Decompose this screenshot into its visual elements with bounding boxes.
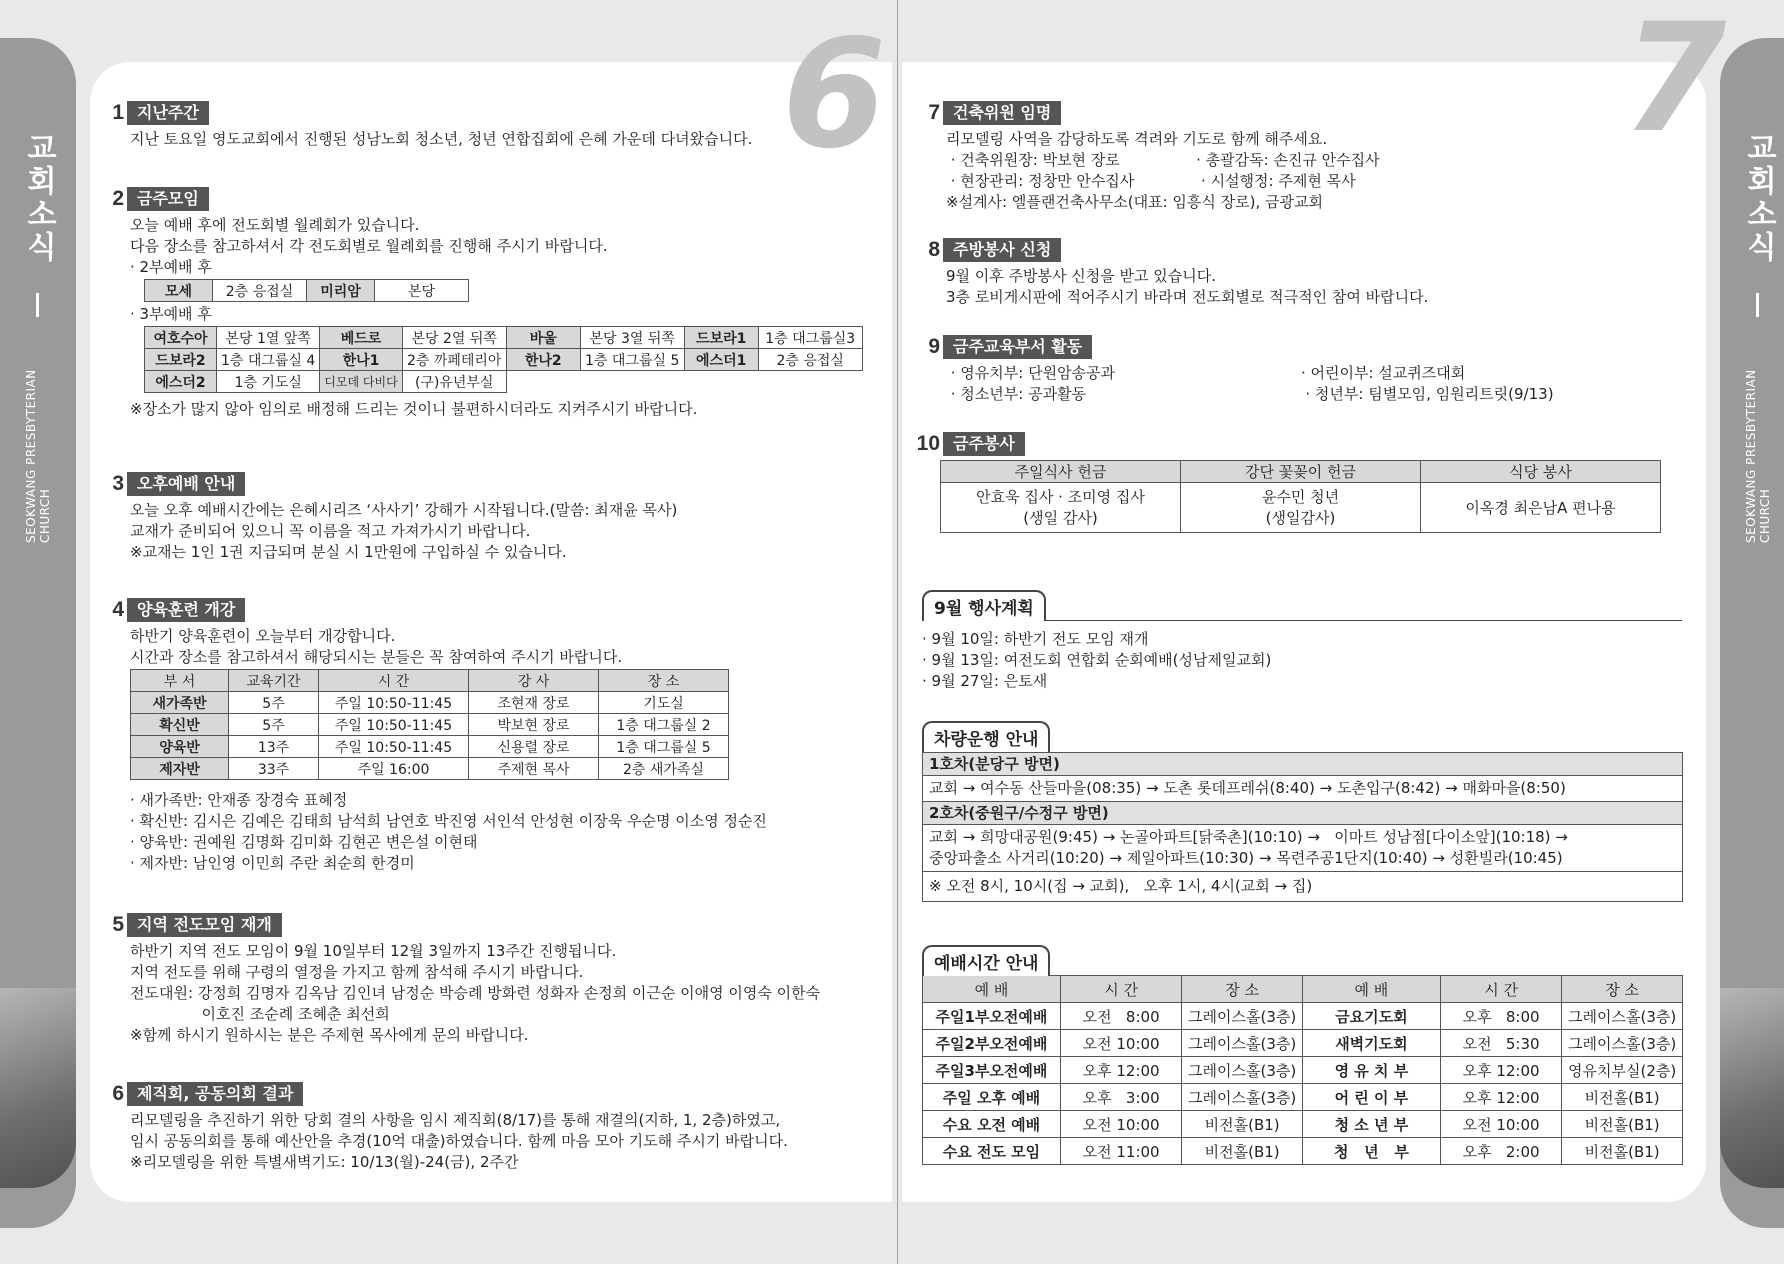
section-number: 9 — [928, 335, 940, 358]
section-text: ※리모델링을 위한 특별새벽기도: 10/13(월)-24(금), 2주간 — [130, 1153, 519, 1171]
meeting-table-2nd — [144, 279, 469, 302]
table-cell: 제자반 — [131, 758, 229, 780]
bus-title: 차량운행 안내 — [922, 721, 1050, 752]
table-cell: 바울 — [506, 327, 580, 349]
table-header: 장 소 — [1182, 976, 1303, 1003]
section-9 — [924, 335, 1554, 405]
table-header: 주일식사 헌금 — [941, 461, 1181, 483]
table-cell: 주일 10:50-11:45 — [319, 714, 469, 736]
section-text: · 건축위원장: 박보현 장로 · 총괄감독: 손진규 안수집사 — [946, 151, 1380, 169]
service-table — [940, 460, 1661, 533]
table-cell: 본당 2열 뒤쪽 — [402, 327, 506, 349]
table-cell: 디모데 다비다 — [320, 371, 402, 393]
table-cell: 어 린 이 부 — [1302, 1084, 1440, 1111]
member-list: · 제자반: 남인영 이민희 주란 최순희 한경미 — [130, 854, 415, 872]
table-header: 예 배 — [923, 976, 1061, 1003]
table-cell: 윤수민 청년 (생일감사) — [1181, 483, 1421, 533]
member-list: · 양육반: 권예원 김명화 김미화 김현곤 변은설 이현태 — [130, 833, 478, 851]
section-2 — [108, 187, 863, 420]
section-text: 지난 토요일 영도교회에서 진행된 성남노회 청소년, 청년 연합집회에 은혜 가운데 다녀왔습니다. — [130, 130, 753, 148]
table-cell: 오후 3:00 — [1060, 1084, 1181, 1111]
table-cell: 오후 12:00 — [1060, 1057, 1181, 1084]
worship-table — [922, 975, 1683, 1165]
section-text: 전도대원: 강정희 김명자 김옥남 김인녀 남정순 박승례 방화련 성화자 손정희 이근순 이애영 이영숙 이한숙 — [130, 984, 821, 1002]
table-header: 강단 꽃꽂이 헌금 — [1181, 461, 1421, 483]
side-tab-right — [1720, 38, 1784, 1228]
table-cell: 33주 — [229, 758, 319, 780]
table-cell: 오후 12:00 — [1440, 1057, 1561, 1084]
worship-title: 예배시간 안내 — [922, 945, 1050, 976]
table-cell: 드보라2 — [145, 349, 217, 371]
table-header: 장 소 — [1562, 976, 1683, 1003]
table-cell: 그레이스홀(3층) — [1182, 1003, 1303, 1030]
table-cell: 영 유 치 부 — [1302, 1057, 1440, 1084]
table-row — [923, 1003, 1683, 1030]
section-6 — [108, 1082, 788, 1173]
table-cell: 주일 오후 예배 — [923, 1084, 1061, 1111]
section-title: 주방봉사 신청 — [943, 238, 1061, 262]
cross-photo — [1720, 988, 1784, 1188]
table-cell: 새가족반 — [131, 692, 229, 714]
table-cell: 5주 — [229, 692, 319, 714]
table-cell: 새벽기도회 — [1302, 1030, 1440, 1057]
table-cell: 본당 3열 뒤쪽 — [580, 327, 684, 349]
table-cell: 양육반 — [131, 736, 229, 758]
table-cell: 비전홀(B1) — [1182, 1138, 1303, 1165]
table-cell: (구)유년부실 — [402, 371, 506, 393]
table-cell: 드보라1 — [684, 327, 758, 349]
section-text: 임시 공동의회를 통해 예산안을 추경(10억 대출)하였습니다. 함께 마음 모아 기도해 주시기 바랍니다. — [130, 1132, 788, 1150]
section-3 — [108, 472, 677, 563]
section-title: 제직회, 공동의회 결과 — [127, 1082, 303, 1106]
table-cell: 수요 오전 예배 — [923, 1111, 1061, 1138]
table-cell: 13주 — [229, 736, 319, 758]
section-text: 이호진 조순례 조혜춘 최선희 — [130, 1005, 390, 1023]
section-number: 2 — [112, 187, 124, 210]
table-cell: 한나1 — [320, 349, 402, 371]
section-text: 교재가 준비되어 있으니 꼭 이름을 적고 가져가시기 바랍니다. — [130, 522, 531, 540]
events-box — [922, 590, 1682, 692]
sub-label: · 2부예배 후 — [130, 258, 212, 276]
section-text: · 청소년부: 공과활동 · 청년부: 팀별모임, 임원리트릿(9/13) — [946, 385, 1554, 403]
table-cell: 한나2 — [506, 349, 580, 371]
table-header: 식당 봉사 — [1421, 461, 1661, 483]
meeting-table-3rd — [144, 326, 863, 393]
table-cell: 청 년 부 — [1302, 1138, 1440, 1165]
table-cell: 오전 11:00 — [1060, 1138, 1181, 1165]
table-cell: 에스더2 — [145, 371, 217, 393]
table-cell: 오후 8:00 — [1440, 1003, 1561, 1030]
table-cell: 1층 대그룹실 4 — [217, 349, 320, 371]
section-title: 금주봉사 — [943, 432, 1025, 456]
sub-label: · 3부예배 후 — [130, 305, 212, 323]
table-cell: 그레이스홀(3층) — [1182, 1030, 1303, 1057]
section-4 — [108, 598, 767, 874]
section-text: ※설계사: 엘플랜건축사무소(대표: 임흥식 장로), 금광교회 — [946, 193, 1324, 211]
section-text: 3층 로비게시판에 적어주시기 바라며 전도회별로 적극적인 참여 바랍니다. — [946, 288, 1429, 306]
section-note: ※장소가 많지 않아 임의로 배정해 드리는 것이니 불편하시더라도 지켜주시기 바랍니다. — [130, 400, 698, 418]
table-row — [923, 1057, 1683, 1084]
side-tab-title: 교회소식 — [21, 132, 56, 264]
events-title: 9월 행사계획 — [922, 590, 1046, 621]
table-row — [923, 1111, 1683, 1138]
side-tab-divider — [1756, 293, 1759, 317]
page-number-right: 7 — [1622, 0, 1727, 166]
section-text: · 영유치부: 단원암송공과 · 어린이부: 설교퀴즈대회 — [946, 364, 1466, 382]
section-title: 양육훈련 개강 — [127, 598, 245, 622]
section-title: 금주교육부서 활동 — [943, 335, 1092, 359]
table-cell: 오전 10:00 — [1060, 1111, 1181, 1138]
route-text: 교회 → 여수동 산들마을(08:35) → 도촌 롯데프레쉬(8:40) → 도촌입구(8:42) → 매화마을(8:50) — [923, 776, 1682, 802]
page-number-left: 6 — [782, 8, 887, 182]
table-cell: 1층 대그룹실 2 — [599, 714, 729, 736]
table-cell: 1층 대그룹실 5 — [580, 349, 684, 371]
event-item: · 9월 27일: 은토새 — [922, 672, 1048, 690]
table-row — [131, 736, 729, 758]
worship-box — [922, 945, 1684, 1165]
table-cell: 오전 10:00 — [1060, 1030, 1181, 1057]
table-cell: 비전홀(B1) — [1562, 1084, 1683, 1111]
table-header: 시 간 — [1440, 976, 1561, 1003]
table-row — [131, 714, 729, 736]
section-text: ※함께 하시기 원하시는 분은 주제현 목사에게 문의 바랍니다. — [130, 1026, 529, 1044]
table-header: 장 소 — [599, 670, 729, 692]
table-cell: 기도실 — [599, 692, 729, 714]
table-cell: 금요기도회 — [1302, 1003, 1440, 1030]
section-title: 지난주간 — [127, 101, 209, 125]
table-cell: 그레이스홀(3층) — [1562, 1003, 1683, 1030]
hands-photo — [0, 988, 76, 1188]
section-7 — [924, 101, 1380, 213]
route-note: ※ 오전 8시, 10시(집 → 교회), 오후 1시, 4시(교회 → 집) — [929, 877, 1313, 895]
table-cell: 본당 1열 앞쪽 — [217, 327, 320, 349]
section-text: 오늘 예배 후에 전도회별 월례회가 있습니다. — [130, 216, 420, 234]
section-number: 7 — [928, 101, 940, 124]
table-cell: 비전홀(B1) — [1182, 1111, 1303, 1138]
table-cell: 오후 12:00 — [1440, 1084, 1561, 1111]
section-title: 지역 전도모임 재개 — [127, 913, 282, 937]
section-1 — [108, 101, 752, 150]
table-cell: 여호수아 — [145, 327, 217, 349]
table-cell: 1층 대그룹실 5 — [599, 736, 729, 758]
table-cell: 에스더1 — [684, 349, 758, 371]
table-header: 시 간 — [319, 670, 469, 692]
section-text: 리모델링을 추진하기 위한 당회 결의 사항을 임시 제직회(8/17)를 통해 재결의(지하, 1, 2층)하였고, — [130, 1111, 781, 1129]
table-cell: 신용렬 장로 — [469, 736, 599, 758]
table-cell: 안효욱 집사 · 조미영 집사 (생일 감사) — [941, 483, 1181, 533]
section-number: 10 — [916, 432, 940, 455]
section-text: 지역 전도를 위해 구령의 열정을 가지고 함께 참석해 주시기 바랍니다. — [130, 963, 584, 981]
table-cell: 그레이스홀(3층) — [1182, 1084, 1303, 1111]
table-header: 강 사 — [469, 670, 599, 692]
table-cell: 이옥경 최은남A 편나용 — [1421, 483, 1661, 533]
section-text: 9월 이후 주방봉사 신청을 받고 있습니다. — [946, 267, 1216, 285]
table-cell: 1층 기도실 — [217, 371, 320, 393]
event-item: · 9월 13일: 여전도회 연합회 순회예배(성남제일교회) — [922, 651, 1272, 669]
table-cell: 주일2부오전예배 — [923, 1030, 1061, 1057]
training-table — [130, 669, 729, 780]
table-cell: 모세 — [145, 280, 213, 302]
event-item: · 9월 10일: 하반기 전도 모임 재개 — [922, 630, 1149, 648]
table-cell: 수요 전도 모임 — [923, 1138, 1061, 1165]
section-number: 3 — [112, 472, 124, 495]
section-number: 5 — [112, 913, 124, 936]
table-header: 시 간 — [1060, 976, 1181, 1003]
page-spine — [897, 0, 898, 1264]
side-tab-divider — [36, 293, 39, 317]
section-text: ※교재는 1인 1권 지급되며 분실 시 1만원에 구입하실 수 있습니다. — [130, 543, 567, 561]
section-text: 하반기 지역 전도 모임이 9월 10일부터 12월 3일까지 13주간 진행됩니다. — [130, 942, 617, 960]
section-text: 하반기 양육훈련이 오늘부터 개강합니다. — [130, 627, 396, 645]
route-title: 1호차(분당구 방면) — [923, 753, 1682, 776]
section-number: 8 — [928, 238, 940, 261]
table-cell: 주일 10:50-11:45 — [319, 692, 469, 714]
table-cell: 확신반 — [131, 714, 229, 736]
table-cell: 주일1부오전예배 — [923, 1003, 1061, 1030]
table-header: 예 배 — [1302, 976, 1440, 1003]
table-cell: 조현재 장로 — [469, 692, 599, 714]
table-cell: 오전 5:30 — [1440, 1030, 1561, 1057]
section-text: 시간과 장소를 참고하셔서 해당되시는 분들은 꼭 참여하여 주시기 바랍니다. — [130, 648, 623, 666]
side-tab-subtitle: SEOKWANG PRESBYTERIAN CHURCH — [1744, 369, 1772, 543]
table-row — [923, 1084, 1683, 1111]
bus-box — [922, 721, 1684, 902]
section-text: 다음 장소를 참고하셔서 각 전도회별로 월례회를 진행해 주시기 바랍니다. — [130, 237, 608, 255]
table-cell: 주제현 목사 — [469, 758, 599, 780]
table-cell: 2층 응접실 — [213, 280, 307, 302]
section-10 — [912, 432, 1661, 533]
side-tab-left — [0, 38, 76, 1228]
table-header: 교육기간 — [229, 670, 319, 692]
table-cell: 주일 16:00 — [319, 758, 469, 780]
section-number: 6 — [112, 1082, 124, 1105]
table-cell: 박보현 장로 — [469, 714, 599, 736]
table-cell: 그레이스홀(3층) — [1562, 1030, 1683, 1057]
section-text: 오늘 오후 예배시간에는 은혜시리즈 ‘사사기’ 강해가 시작됩니다.(말씀: 최재윤 목사) — [130, 501, 678, 519]
table-cell: 2층 새가족실 — [599, 758, 729, 780]
table-row — [131, 692, 729, 714]
table-cell: 비전홀(B1) — [1562, 1111, 1683, 1138]
section-5 — [108, 913, 820, 1046]
side-tab-subtitle: SEOKWANG PRESBYTERIAN CHURCH — [24, 369, 52, 543]
section-text: 리모델링 사역을 감당하도록 격려와 기도로 함께 해주세요. — [946, 130, 1328, 148]
table-cell: 미리암 — [307, 280, 375, 302]
section-title: 건축위원 임명 — [943, 101, 1061, 125]
table-cell: 청 소 년 부 — [1302, 1111, 1440, 1138]
table-cell: 오전 10:00 — [1440, 1111, 1561, 1138]
table-cell: 1층 대그룹실3 — [758, 327, 862, 349]
section-title: 오후예배 안내 — [127, 472, 245, 496]
table-cell: 비전홀(B1) — [1562, 1138, 1683, 1165]
table-cell: 베드로 — [320, 327, 402, 349]
section-number: 4 — [112, 598, 124, 621]
table-cell: 오전 8:00 — [1060, 1003, 1181, 1030]
member-list: · 확신반: 김시은 김예은 김태희 남석희 남연호 박진영 서인석 안성현 이장욱 우순명 이소영 정순진 — [130, 812, 767, 830]
table-row — [131, 758, 729, 780]
table-cell: 5주 — [229, 714, 319, 736]
bus-routes — [922, 752, 1683, 902]
side-tab-title: 교회소식 — [1741, 132, 1776, 264]
table-row — [923, 1138, 1683, 1165]
table-cell: 2층 까페테리아 — [402, 349, 506, 371]
route-text: 교회 → 희망대공원(9:45) → 논골아파트[닭죽촌](10:10) → 이마트 성남점[다이소앞](10:18) → 중앙파출소 사거리(10:20) → 제일아파트(10:30) → 목련주공1단지(10:40) → 성환빌라(10:45) — [923, 825, 1682, 872]
table-cell: 2층 응접실 — [758, 349, 862, 371]
table-cell: 주일3부오전예배 — [923, 1057, 1061, 1084]
table-header: 부 서 — [131, 670, 229, 692]
section-8 — [924, 238, 1428, 308]
section-number: 1 — [112, 101, 124, 124]
section-text: · 현장관리: 정창만 안수집사 · 시설행정: 주제현 목사 — [946, 172, 1356, 190]
member-list: · 새가족반: 안재종 장경숙 표혜정 — [130, 791, 348, 809]
table-row — [923, 1030, 1683, 1057]
route-title: 2호차(중원구/수정구 방면) — [923, 802, 1682, 825]
table-cell: 본당 — [375, 280, 469, 302]
table-cell: 오후 2:00 — [1440, 1138, 1561, 1165]
table-cell: 주일 10:50-11:45 — [319, 736, 469, 758]
table-cell: 그레이스홀(3층) — [1182, 1057, 1303, 1084]
table-cell: 영유치부실(2층) — [1562, 1057, 1683, 1084]
section-title: 금주모임 — [127, 187, 209, 211]
